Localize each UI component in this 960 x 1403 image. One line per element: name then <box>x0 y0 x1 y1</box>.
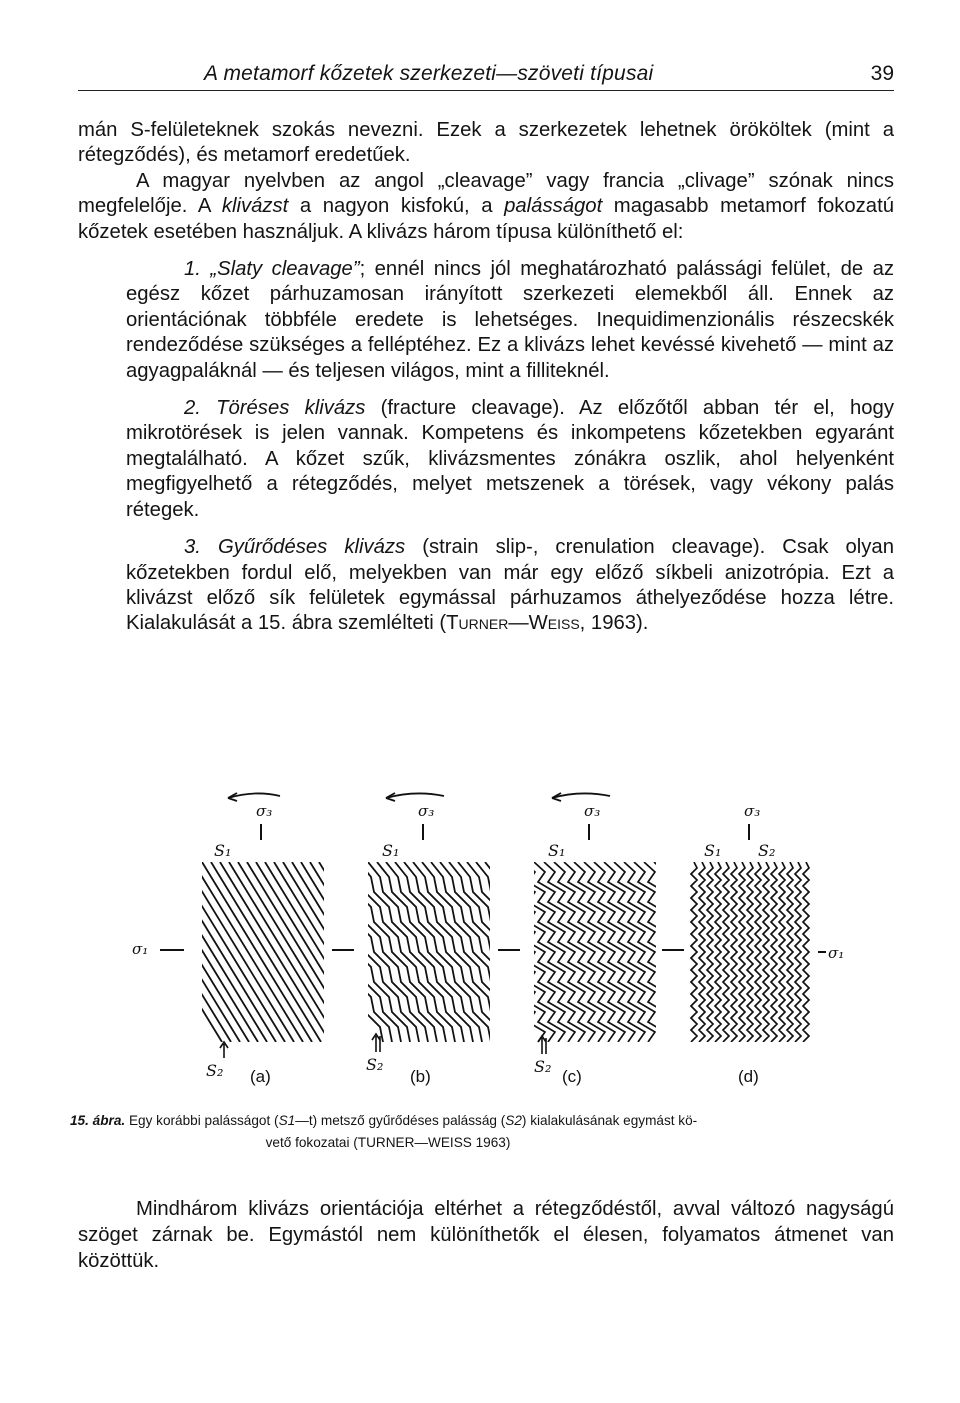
cleavage-line <box>634 862 725 1042</box>
s2-label-b: S₂ <box>366 1055 384 1074</box>
running-header <box>78 60 894 91</box>
cleavage-line <box>211 862 321 1042</box>
cleavage-line <box>148 862 258 1042</box>
cleavage-line <box>314 862 419 1042</box>
cleavage-line <box>787 862 793 1042</box>
sigma3-label-d: σ₃ <box>744 802 761 820</box>
cleavage-line <box>614 862 705 1042</box>
s1-label-b: S₁ <box>382 841 400 860</box>
cleavage-line <box>779 862 785 1042</box>
list-item-1-label: 1. „Slaty cleavage” <box>184 258 360 281</box>
cleavage-line <box>175 862 285 1042</box>
panel-d-lines <box>691 862 809 1042</box>
cleavage-line <box>184 862 294 1042</box>
cleavage-line <box>112 862 222 1042</box>
paragraph-2-text-b: a nagyon kisfokú, a <box>288 195 505 218</box>
figure-15-drawing <box>110 782 870 1102</box>
sigma1-label-right: σ₁ <box>828 944 845 962</box>
s2-arrow-icon <box>538 1036 546 1054</box>
cleavage-line <box>739 862 745 1042</box>
body-text <box>78 118 894 637</box>
term-klivazst: klivázst <box>221 195 289 218</box>
caption-s2: S2 <box>505 1113 522 1128</box>
s2-label-c: S₂ <box>534 1057 552 1076</box>
cleavage-line <box>350 862 455 1042</box>
cleavage-line <box>247 862 357 1042</box>
caption-text-a: Egy korábbi palásságot ( <box>125 1113 279 1128</box>
cleavage-line <box>274 862 384 1042</box>
cleavage-line <box>771 862 777 1042</box>
s2-label-a: S₂ <box>206 1061 224 1080</box>
running-title: A metamorf kőzetek szerkezeti—szöveti típusai <box>204 62 654 85</box>
panel-label-b: (b) <box>410 1067 431 1086</box>
caption-text-c: ) kialakulásának egymást kö- <box>521 1113 698 1128</box>
cleavage-line <box>707 862 713 1042</box>
s1-label-c: S₁ <box>548 841 566 860</box>
list-item-2 <box>78 396 894 523</box>
cleavage-line <box>803 862 809 1042</box>
shear-arrows <box>228 793 610 801</box>
paragraph-2-text-c: magasabb metamorf fokozatú kőzetek esetében használjuk. A klivázs három típusa különíthető el: <box>78 195 895 243</box>
reference-dash: — <box>508 612 529 635</box>
s1-label-d: S₁ <box>704 841 722 860</box>
cleavage-line <box>166 862 276 1042</box>
cleavage-line <box>229 862 339 1042</box>
cleavage-line <box>747 862 753 1042</box>
paragraph-1: mán S-felületeknek szokás nevezni. Ezek a szerkezetek lehetnek örököltek (mint a rétegződés), és metamorf eredetűek. <box>78 119 894 167</box>
closing-paragraph <box>78 1196 894 1274</box>
reference-weiss: Weiss <box>528 612 580 635</box>
list-item-1-text: ; ennél nincs jól meghatározható palássági felület, de az egész kőzet párhuzamosan irányított szerkezeti elemekből áll. Ennek az orientációnak többféle eredete is lehetséges. Inequidimenzionális részecskék rendeződése szükséges a felléptéhez. Ez a klivázs lehet kevéssé kivehető — mint az agyagpaláknál — és teljesen világos, mint a filliteknél. <box>126 258 894 382</box>
list-item-1 <box>78 257 894 384</box>
sigma3-label-c: σ₃ <box>584 802 601 820</box>
cleavage-line <box>332 862 437 1042</box>
panel-label-c: (c) <box>562 1067 582 1086</box>
cleavage-line <box>157 862 267 1042</box>
cleavage-line <box>139 862 249 1042</box>
sigma1-label-left: σ₁ <box>132 940 149 958</box>
cleavage-line <box>265 862 375 1042</box>
cleavage-line <box>323 862 428 1042</box>
panel-label-a: (a) <box>250 1067 271 1086</box>
sigma3-ticks <box>261 824 749 840</box>
figure-caption <box>70 1110 896 1154</box>
reference-turner: Turner <box>446 612 509 635</box>
cleavage-line <box>755 862 761 1042</box>
list-item-3-text-b: , 1963). <box>579 612 649 635</box>
caption-s1: S1 <box>278 1113 296 1128</box>
cleavage-line <box>763 862 769 1042</box>
cleavage-line <box>715 862 721 1042</box>
cleavage-line <box>202 862 312 1042</box>
page-number: 39 <box>870 62 894 85</box>
closing-text: Mindhárom klivázs orientációja eltérhet a rétegződéstől, avval változó nagyságú szöget zárnak be. Egymástól nem különíthetők el élesen, folyamatos átmenet van közöttük. <box>78 1198 894 1272</box>
cleavage-line <box>341 862 446 1042</box>
term-palassagot: palásságot <box>504 195 603 218</box>
cleavage-line <box>699 862 705 1042</box>
cleavage-line <box>220 862 330 1042</box>
s2-arrow-icon <box>372 1034 380 1052</box>
cleavage-line <box>731 862 737 1042</box>
s2-label-d-top: S₂ <box>758 841 776 860</box>
list-item-2-text: (fracture cleavage). Az előzőtől abban tér el, hogy mikrotörések is jelen vannak. Kompetens és inkompetens kőzetekben egyaránt megtalálható. A kőzet szűk, klivázsmentes zónákra oszlik, ahol helyenként megfigyelhető a rétegződés, melyet metszenek a törések, vagy vékony palás rétegek. <box>126 397 894 521</box>
cleavage-line <box>691 862 697 1042</box>
figure-15 <box>110 782 870 1102</box>
sigma3-label-a: σ₃ <box>256 802 273 820</box>
list-item-3-text-a: (strain slip-, crenulation cleavage). Csak olyan kőzetekben fordul elő, melyekben van már egy előző síkbeli anizotrópia. Ezt a klivázst előző sík felületek egymással párhuzamos áthelyeződése hozza létre. Kialakulását a 15. ábra szemlélteti ( <box>126 536 894 635</box>
list-item-3 <box>78 535 894 637</box>
cleavage-line <box>238 862 348 1042</box>
caption-line-2: vető fokozatai (TURNER—WEISS 1963) <box>265 1135 511 1150</box>
list-item-2-label: 2. Töréses klivázs <box>184 397 366 420</box>
cleavage-line <box>795 862 801 1042</box>
s1-label-a: S₁ <box>214 841 232 860</box>
caption-text-b: —t) metsző gyűrődéses palásság ( <box>295 1113 506 1128</box>
sigma3-label-b: σ₃ <box>418 802 435 820</box>
paragraph-2-text-a: A magyar nyelvben az angol „cleavage” vagy francia „clivage” szónak nincs megfelelője. A <box>78 169 894 218</box>
cleavage-line <box>256 862 366 1042</box>
cleavage-line <box>723 862 729 1042</box>
paragraph-2 <box>78 169 894 245</box>
cleavage-line <box>193 862 303 1042</box>
list-item-3-label: 3. Gyűrődéses klivázs <box>184 536 406 559</box>
s2-arrow-icon <box>220 1042 228 1058</box>
panel-label-d: (d) <box>738 1067 759 1086</box>
caption-label: 15. ábra. <box>70 1113 126 1128</box>
cleavage-line <box>654 862 745 1042</box>
